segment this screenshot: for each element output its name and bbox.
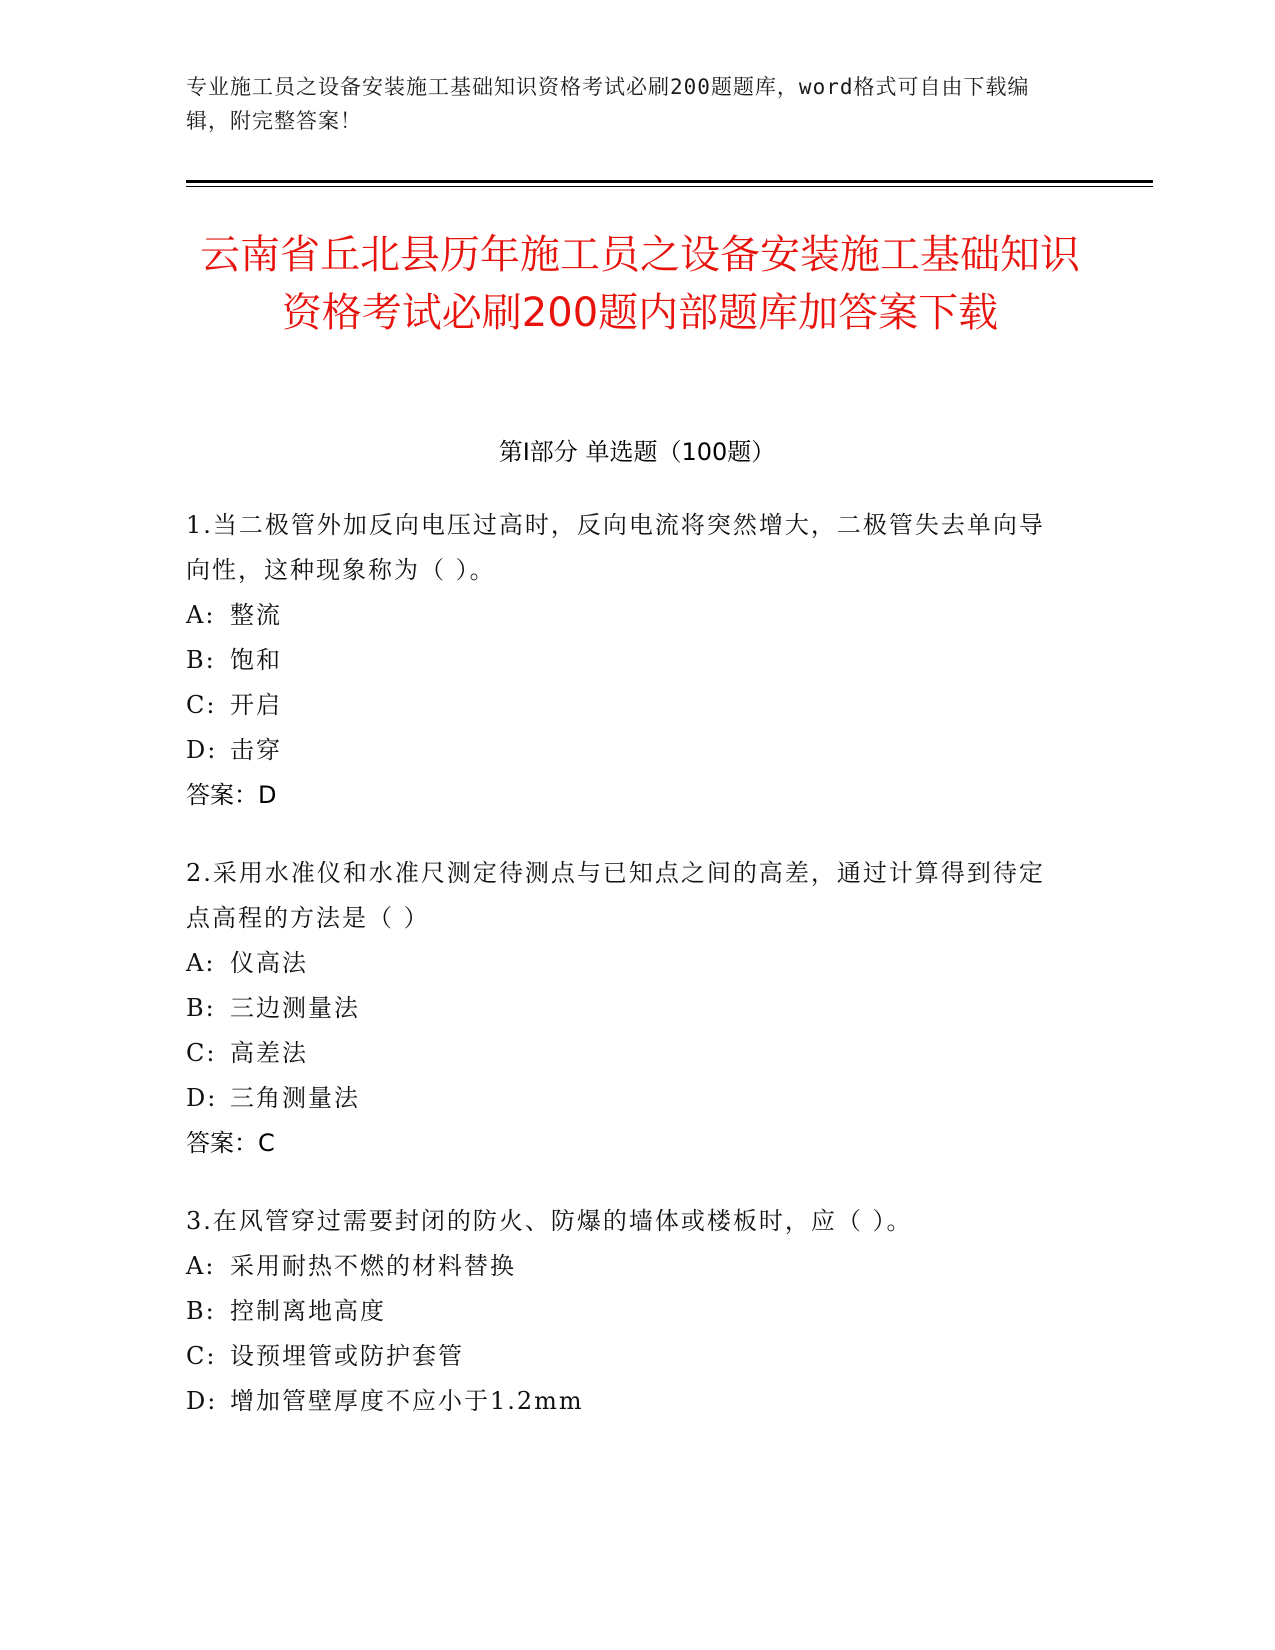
option-text: 饱和 xyxy=(230,646,282,674)
option-text: 采用耐热不燃的材料替换 xyxy=(230,1252,516,1280)
option-key: D: xyxy=(186,1084,218,1112)
answer-line: 答案：C xyxy=(186,1129,275,1157)
option-key: A: xyxy=(186,601,216,629)
option-a xyxy=(186,1244,1066,1289)
question-stem: 1.当二极管外加反向电压过高时，反向电流将突然增大，二极管失去单向导向性，这种现象称为（ ）。 xyxy=(186,511,1045,584)
option-text: 高差法 xyxy=(230,1039,308,1067)
option-key: D: xyxy=(186,1387,218,1415)
option-c xyxy=(186,1334,1066,1379)
answer-line: 答案：D xyxy=(186,781,277,809)
option-d xyxy=(186,1379,1066,1424)
option-d xyxy=(186,1076,1066,1121)
option-key: C: xyxy=(186,1342,217,1370)
option-b xyxy=(186,1289,1066,1334)
option-key: D: xyxy=(186,736,218,764)
option-key: A: xyxy=(186,1252,216,1280)
option-key: B: xyxy=(186,994,216,1022)
option-key: C: xyxy=(186,691,217,719)
option-text: 整流 xyxy=(230,601,282,629)
option-c xyxy=(186,1031,1066,1076)
option-text: 三边测量法 xyxy=(230,994,360,1022)
option-text: 三角测量法 xyxy=(230,1084,360,1112)
option-key: C: xyxy=(186,1039,217,1067)
option-text: 增加管壁厚度不应小于1.2mm xyxy=(230,1387,584,1415)
option-c xyxy=(186,683,1066,728)
option-text: 设预埋管或防护套管 xyxy=(230,1342,464,1370)
option-key: A: xyxy=(186,949,216,977)
question-3 xyxy=(186,1199,1066,1424)
option-b xyxy=(186,638,1066,683)
option-a xyxy=(186,941,1066,986)
option-text: 控制离地高度 xyxy=(230,1297,386,1325)
option-a xyxy=(186,593,1066,638)
option-key: B: xyxy=(186,1297,216,1325)
header-divider-thick xyxy=(186,180,1153,183)
header-note: 专业施工员之设备安装施工基础知识资格考试必刷200题题库，word格式可自由下载编辑，附完整答案！ xyxy=(186,75,1030,133)
option-text: 仪高法 xyxy=(230,949,308,977)
option-text: 击穿 xyxy=(230,736,282,764)
option-text: 开启 xyxy=(230,691,282,719)
option-key: B: xyxy=(186,646,216,674)
question-1 xyxy=(186,503,1066,818)
header-divider-thin xyxy=(186,186,1153,187)
option-d xyxy=(186,728,1066,773)
question-stem: 2.采用水准仪和水准尺测定待测点与已知点之间的高差，通过计算得到待定点高程的方法是（ ） xyxy=(186,859,1045,932)
option-b xyxy=(186,986,1066,1031)
document-title: 云南省丘北县历年施工员之设备安装施工基础知识资格考试必刷200题内部题库加答案下载 xyxy=(200,232,1080,336)
question-2 xyxy=(186,851,1066,1166)
section-heading: 第Ⅰ部分 单选题（100题） xyxy=(498,438,776,466)
question-stem: 3.在风管穿过需要封闭的防火、防爆的墙体或楼板时，应（ ）。 xyxy=(186,1207,913,1235)
